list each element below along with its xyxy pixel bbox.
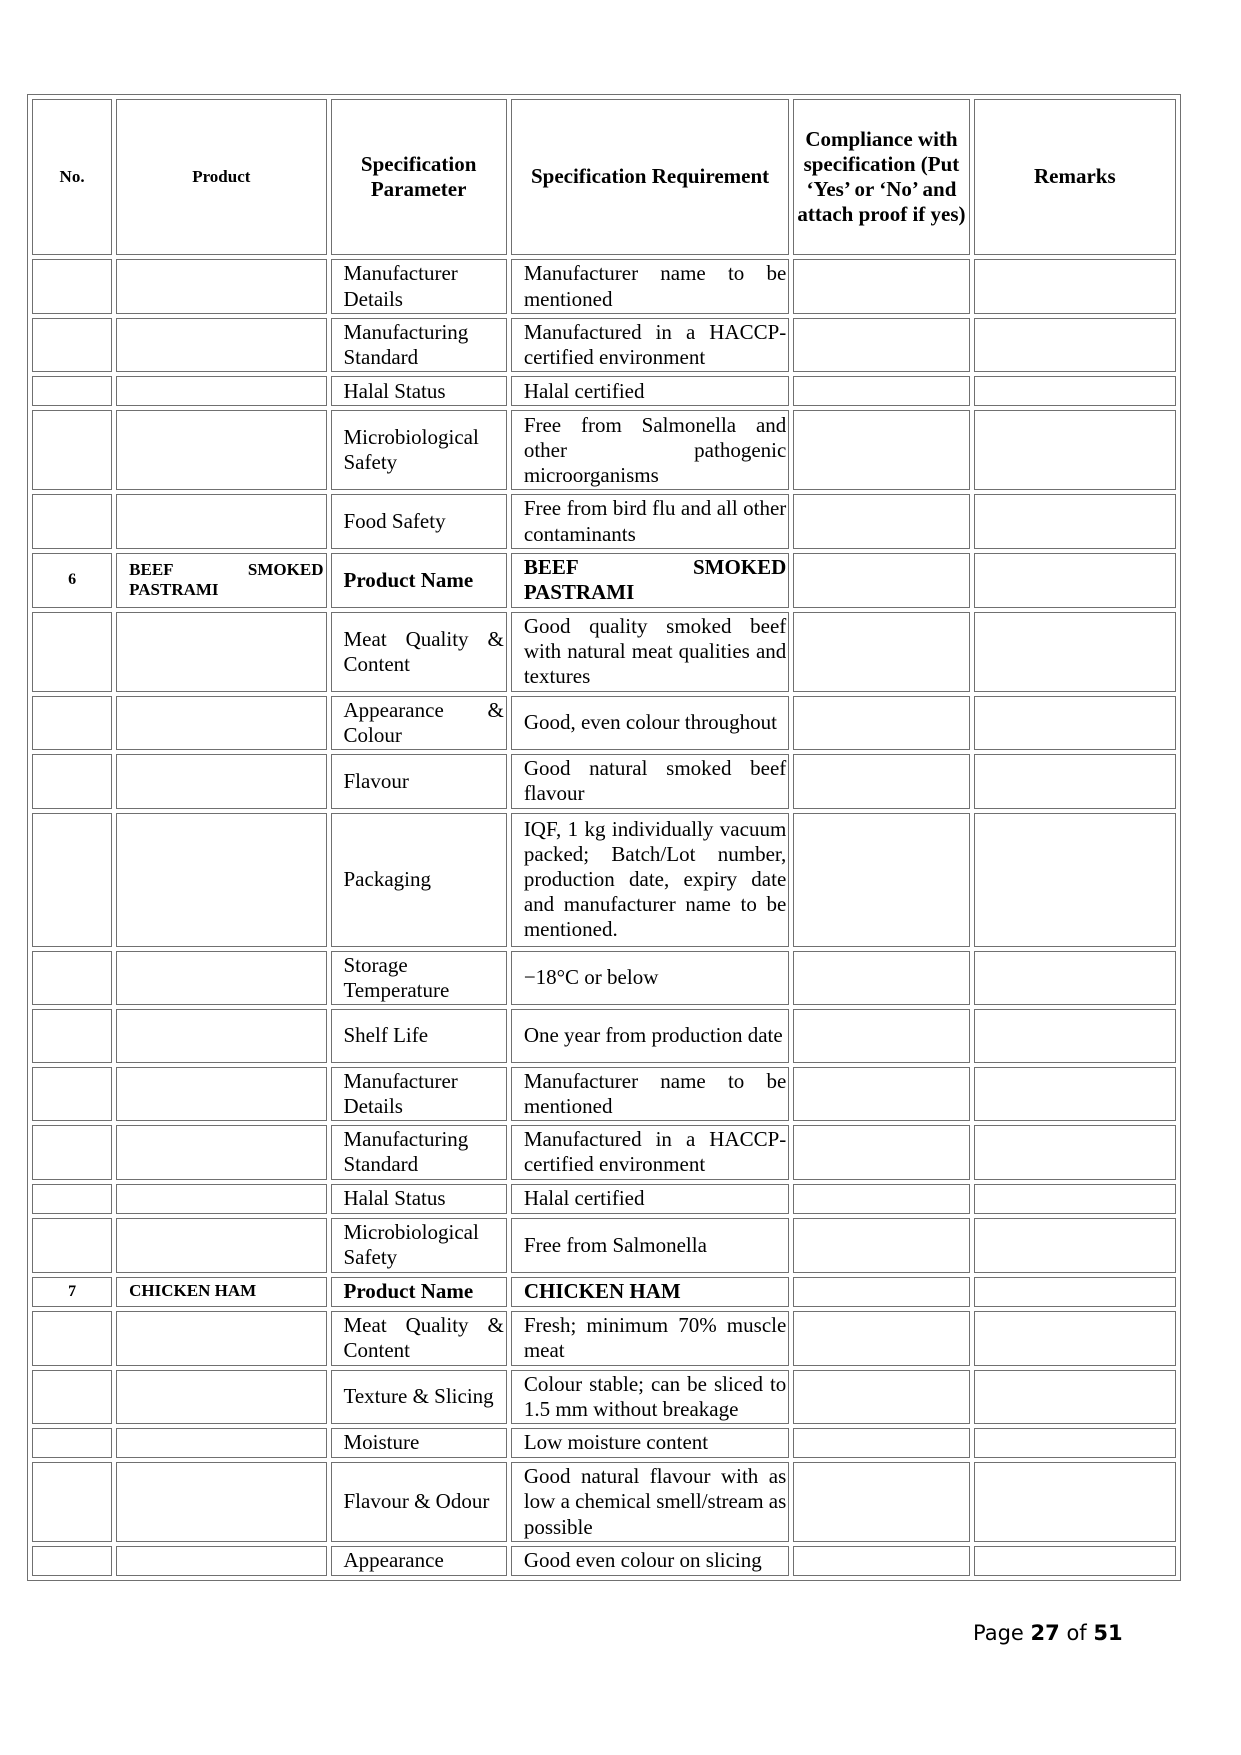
row-compliance	[793, 612, 969, 692]
row-requirement: IQF, 1 kg individually vacuum packed; Batch/Lot number, production date, expiry date and manufacturer name to be mentioned.	[511, 813, 789, 947]
row-product	[116, 1428, 326, 1458]
row-parameter: Meat Quality & Content	[331, 1311, 507, 1366]
table-row	[32, 318, 1176, 372]
row-remarks	[974, 1370, 1176, 1424]
row-remarks	[974, 1277, 1176, 1307]
table-row	[32, 1125, 1176, 1179]
table-row	[32, 951, 1176, 1005]
table-row	[32, 410, 1176, 490]
table-row	[32, 1184, 1176, 1214]
row-requirement: Manufactured in a HACCP-certified environment	[511, 1125, 789, 1179]
row-product: BEEF SMOKED PASTRAMI	[116, 553, 326, 608]
row-requirement: BEEF SMOKED PASTRAMI	[511, 553, 789, 608]
row-remarks	[974, 1428, 1176, 1458]
row-remarks	[974, 813, 1176, 947]
row-compliance	[793, 696, 969, 750]
row-compliance	[793, 813, 969, 947]
row-number	[32, 410, 112, 490]
row-number	[32, 494, 112, 548]
row-remarks	[974, 612, 1176, 692]
row-number	[32, 696, 112, 750]
row-remarks	[974, 1009, 1176, 1063]
row-number	[32, 1462, 112, 1542]
row-remarks	[974, 1311, 1176, 1366]
row-compliance	[793, 318, 969, 372]
row-number	[32, 1428, 112, 1458]
row-product	[116, 1067, 326, 1121]
row-parameter: Halal Status	[331, 376, 507, 406]
page-word: Page	[973, 1621, 1024, 1645]
row-remarks	[974, 318, 1176, 372]
table-body	[32, 259, 1176, 1576]
row-parameter: Manufacturer Details	[331, 259, 507, 314]
row-number: 7	[32, 1277, 112, 1307]
row-product	[116, 1009, 326, 1063]
table-header-row	[32, 99, 1176, 255]
row-remarks	[974, 259, 1176, 314]
row-remarks	[974, 494, 1176, 548]
row-requirement: Halal certified	[511, 376, 789, 406]
page-current: 27	[1030, 1621, 1060, 1645]
row-compliance	[793, 494, 969, 548]
row-remarks	[974, 1546, 1176, 1576]
row-parameter: Flavour	[331, 754, 507, 808]
row-requirement: Colour stable; can be sliced to 1.5 mm without breakage	[511, 1370, 789, 1424]
row-requirement: Manufactured in a HACCP-certified environment	[511, 318, 789, 372]
row-remarks	[974, 376, 1176, 406]
row-compliance	[793, 1125, 969, 1179]
row-parameter: Shelf Life	[331, 1009, 507, 1063]
row-remarks	[974, 951, 1176, 1005]
row-requirement: Manufacturer name to be mentioned	[511, 1067, 789, 1121]
row-parameter: Microbiological Safety	[331, 1218, 507, 1273]
row-compliance	[793, 553, 969, 608]
row-number	[32, 1125, 112, 1179]
row-product	[116, 1462, 326, 1542]
row-remarks	[974, 1184, 1176, 1214]
row-compliance	[793, 1546, 969, 1576]
row-product	[116, 259, 326, 314]
row-remarks	[974, 1125, 1176, 1179]
row-parameter: Appearance	[331, 1546, 507, 1576]
row-remarks	[974, 696, 1176, 750]
row-compliance	[793, 410, 969, 490]
row-parameter: Moisture	[331, 1428, 507, 1458]
row-product	[116, 1125, 326, 1179]
row-parameter: Product Name	[331, 1277, 507, 1307]
row-parameter: Microbiological Safety	[331, 410, 507, 490]
row-compliance	[793, 754, 969, 808]
header-product: Product	[116, 99, 326, 255]
row-compliance	[793, 1184, 969, 1214]
row-requirement: One year from production date	[511, 1009, 789, 1063]
row-parameter: Manufacturing Standard	[331, 318, 507, 372]
row-requirement: Manufacturer name to be mentioned	[511, 259, 789, 314]
table-row	[32, 1428, 1176, 1458]
row-product	[116, 696, 326, 750]
page-total: 51	[1093, 1621, 1123, 1645]
row-number	[32, 951, 112, 1005]
row-product	[116, 1184, 326, 1214]
row-parameter: Appearance & Colour	[331, 696, 507, 750]
row-remarks	[974, 1218, 1176, 1273]
row-remarks	[974, 553, 1176, 608]
row-number	[32, 318, 112, 372]
row-number: 6	[32, 553, 112, 608]
row-requirement: Halal certified	[511, 1184, 789, 1214]
row-parameter: Meat Quality & Content	[331, 612, 507, 692]
row-number	[32, 813, 112, 947]
row-compliance	[793, 259, 969, 314]
table-row	[32, 376, 1176, 406]
header-parameter: Specification Parameter	[331, 99, 507, 255]
header-no: No.	[32, 99, 112, 255]
row-number	[32, 754, 112, 808]
table-row	[32, 1009, 1176, 1063]
row-parameter: Manufacturer Details	[331, 1067, 507, 1121]
row-requirement: CHICKEN HAM	[511, 1277, 789, 1307]
row-product	[116, 951, 326, 1005]
row-compliance	[793, 1277, 969, 1307]
row-product	[116, 612, 326, 692]
table-row	[32, 494, 1176, 548]
row-parameter: Halal Status	[331, 1184, 507, 1214]
row-remarks	[974, 1067, 1176, 1121]
row-product	[116, 1370, 326, 1424]
row-product	[116, 1546, 326, 1576]
row-requirement: Fresh; minimum 70% muscle meat	[511, 1311, 789, 1366]
header-remarks: Remarks	[974, 99, 1176, 255]
row-number	[32, 376, 112, 406]
row-requirement: Free from Salmonella	[511, 1218, 789, 1273]
row-product	[116, 1311, 326, 1366]
row-parameter: Texture & Slicing	[331, 1370, 507, 1424]
row-requirement: −18°C or below	[511, 951, 789, 1005]
row-number	[32, 1067, 112, 1121]
row-compliance	[793, 1428, 969, 1458]
row-compliance	[793, 951, 969, 1005]
row-number	[32, 1546, 112, 1576]
row-parameter: Food Safety	[331, 494, 507, 548]
row-compliance	[793, 1009, 969, 1063]
row-requirement: Good even colour on slicing	[511, 1546, 789, 1576]
row-number	[32, 1009, 112, 1063]
table-row	[32, 1067, 1176, 1121]
row-compliance	[793, 1462, 969, 1542]
row-requirement: Free from bird flu and all other contaminants	[511, 494, 789, 548]
table-row	[32, 1311, 1176, 1366]
row-product	[116, 494, 326, 548]
row-parameter: Storage Temperature	[331, 951, 507, 1005]
row-number	[32, 259, 112, 314]
row-number	[32, 1184, 112, 1214]
row-requirement: Good natural flavour with as low a chemical smell/stream as possible	[511, 1462, 789, 1542]
header-compliance: Compliance with specification (Put ‘Yes’ or ‘No’ and attach proof if yes)	[793, 99, 969, 255]
row-product: CHICKEN HAM	[116, 1277, 326, 1307]
table-row	[32, 553, 1176, 608]
row-parameter: Flavour & Odour	[331, 1462, 507, 1542]
table-row	[32, 1462, 1176, 1542]
page-number	[973, 1621, 1123, 1645]
table-row	[32, 1370, 1176, 1424]
table-row	[32, 754, 1176, 808]
row-number	[32, 1218, 112, 1273]
table-row	[32, 1218, 1176, 1273]
row-remarks	[974, 410, 1176, 490]
row-compliance	[793, 1370, 969, 1424]
row-requirement: Good quality smoked beef with natural meat qualities and textures	[511, 612, 789, 692]
row-remarks	[974, 1462, 1176, 1542]
row-requirement: Good, even colour throughout	[511, 696, 789, 750]
table-row	[32, 813, 1176, 947]
row-requirement: Good natural smoked beef flavour	[511, 754, 789, 808]
table-row	[32, 1277, 1176, 1307]
row-product	[116, 376, 326, 406]
row-product	[116, 813, 326, 947]
row-compliance	[793, 376, 969, 406]
row-number	[32, 612, 112, 692]
row-requirement: Low moisture content	[511, 1428, 789, 1458]
table-row	[32, 1546, 1176, 1576]
table-row	[32, 696, 1176, 750]
row-number	[32, 1370, 112, 1424]
row-product	[116, 1218, 326, 1273]
row-compliance	[793, 1311, 969, 1366]
row-compliance	[793, 1218, 969, 1273]
table-row	[32, 612, 1176, 692]
row-compliance	[793, 1067, 969, 1121]
of-word: of	[1066, 1621, 1087, 1645]
row-parameter: Packaging	[331, 813, 507, 947]
row-number	[32, 1311, 112, 1366]
row-product	[116, 318, 326, 372]
row-remarks	[974, 754, 1176, 808]
row-parameter: Product Name	[331, 553, 507, 608]
row-product	[116, 410, 326, 490]
table-row	[32, 259, 1176, 314]
header-requirement: Specification Requirement	[511, 99, 789, 255]
specification-table	[27, 94, 1181, 1581]
row-parameter: Manufacturing Standard	[331, 1125, 507, 1179]
row-product	[116, 754, 326, 808]
row-requirement: Free from Salmonella and other pathogenic microorganisms	[511, 410, 789, 490]
